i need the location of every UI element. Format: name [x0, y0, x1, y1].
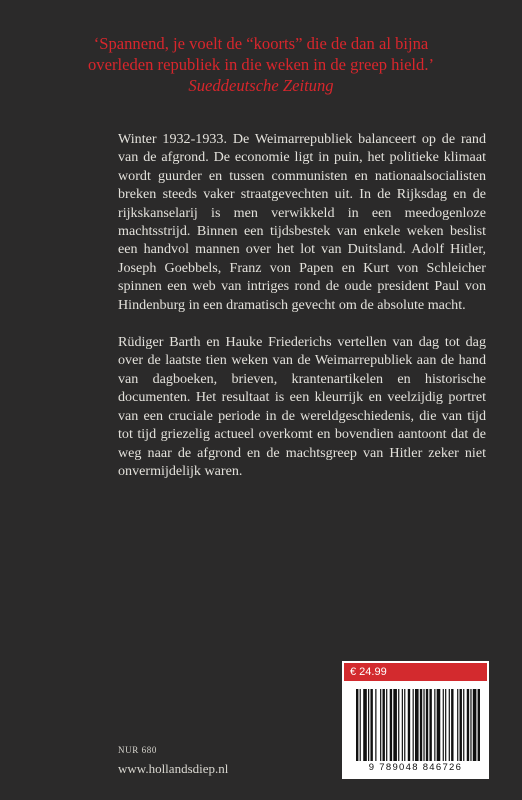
description-paragraph-1: Winter 1932-1933. De Weimarrepubliek balanceert op de rand van de afgrond. De economie ligt in puin, het politieke klimaat wordt guurder en tussen communisten en nationaalsocialisten breken steeds vaker straatgevechten uit. In de Rijksdag en de rijkskanselarij is men verwikkeld in een meedogenloze machtsstrijd. Binnen een tijdsbestek van enkele weken beslist een handvol mannen over het lot van Duitsland. Adolf Hitler, Joseph Goebbels, Franz von Papen en Kurt von Schleicher spinnen een web van intriges rond de oude president Paul von Hindenburg in een dramatisch gevecht om de absolute macht.	[118, 131, 486, 313]
nur-code: NUR 680	[118, 745, 157, 755]
quote-line-2: overleden republiek in die weken in de greep hield.’	[87, 55, 435, 74]
quote-source: Sueddeutsche Zeitung	[188, 76, 334, 95]
publisher-footer	[118, 744, 228, 778]
price-barcode-sticker	[342, 661, 489, 779]
publisher-url[interactable]: www.hollandsdiep.nl	[118, 761, 229, 776]
quote-line-1: ‘Spannend, je voelt de “koorts” die de dan al bijna	[93, 34, 429, 53]
description-paragraph-2: Rüdiger Barth en Hauke Friederichs vertellen van dag tot dag over de laatste tien weken van de Weimarrepubliek aan de hand van dagboeken, brieven, krantenartikelen en historische documenten. Het resultaat is een kleurrijk en veelzijdig portret van een cruciale periode in de wereldgeschiedenis, die van tijd tot tijd griezelig actueel overkomt en bovendien aantoont dat de weg naar de afgrond en de machtsgreep van Hitler zeker niet onvermijdelijk waren.	[118, 334, 486, 479]
review-quote	[40, 33, 482, 96]
price-label: € 24.99	[344, 663, 487, 681]
back-cover-description	[118, 130, 486, 499]
isbn-number: 9 789048 846726	[368, 762, 463, 773]
barcode-icon	[356, 689, 480, 761]
